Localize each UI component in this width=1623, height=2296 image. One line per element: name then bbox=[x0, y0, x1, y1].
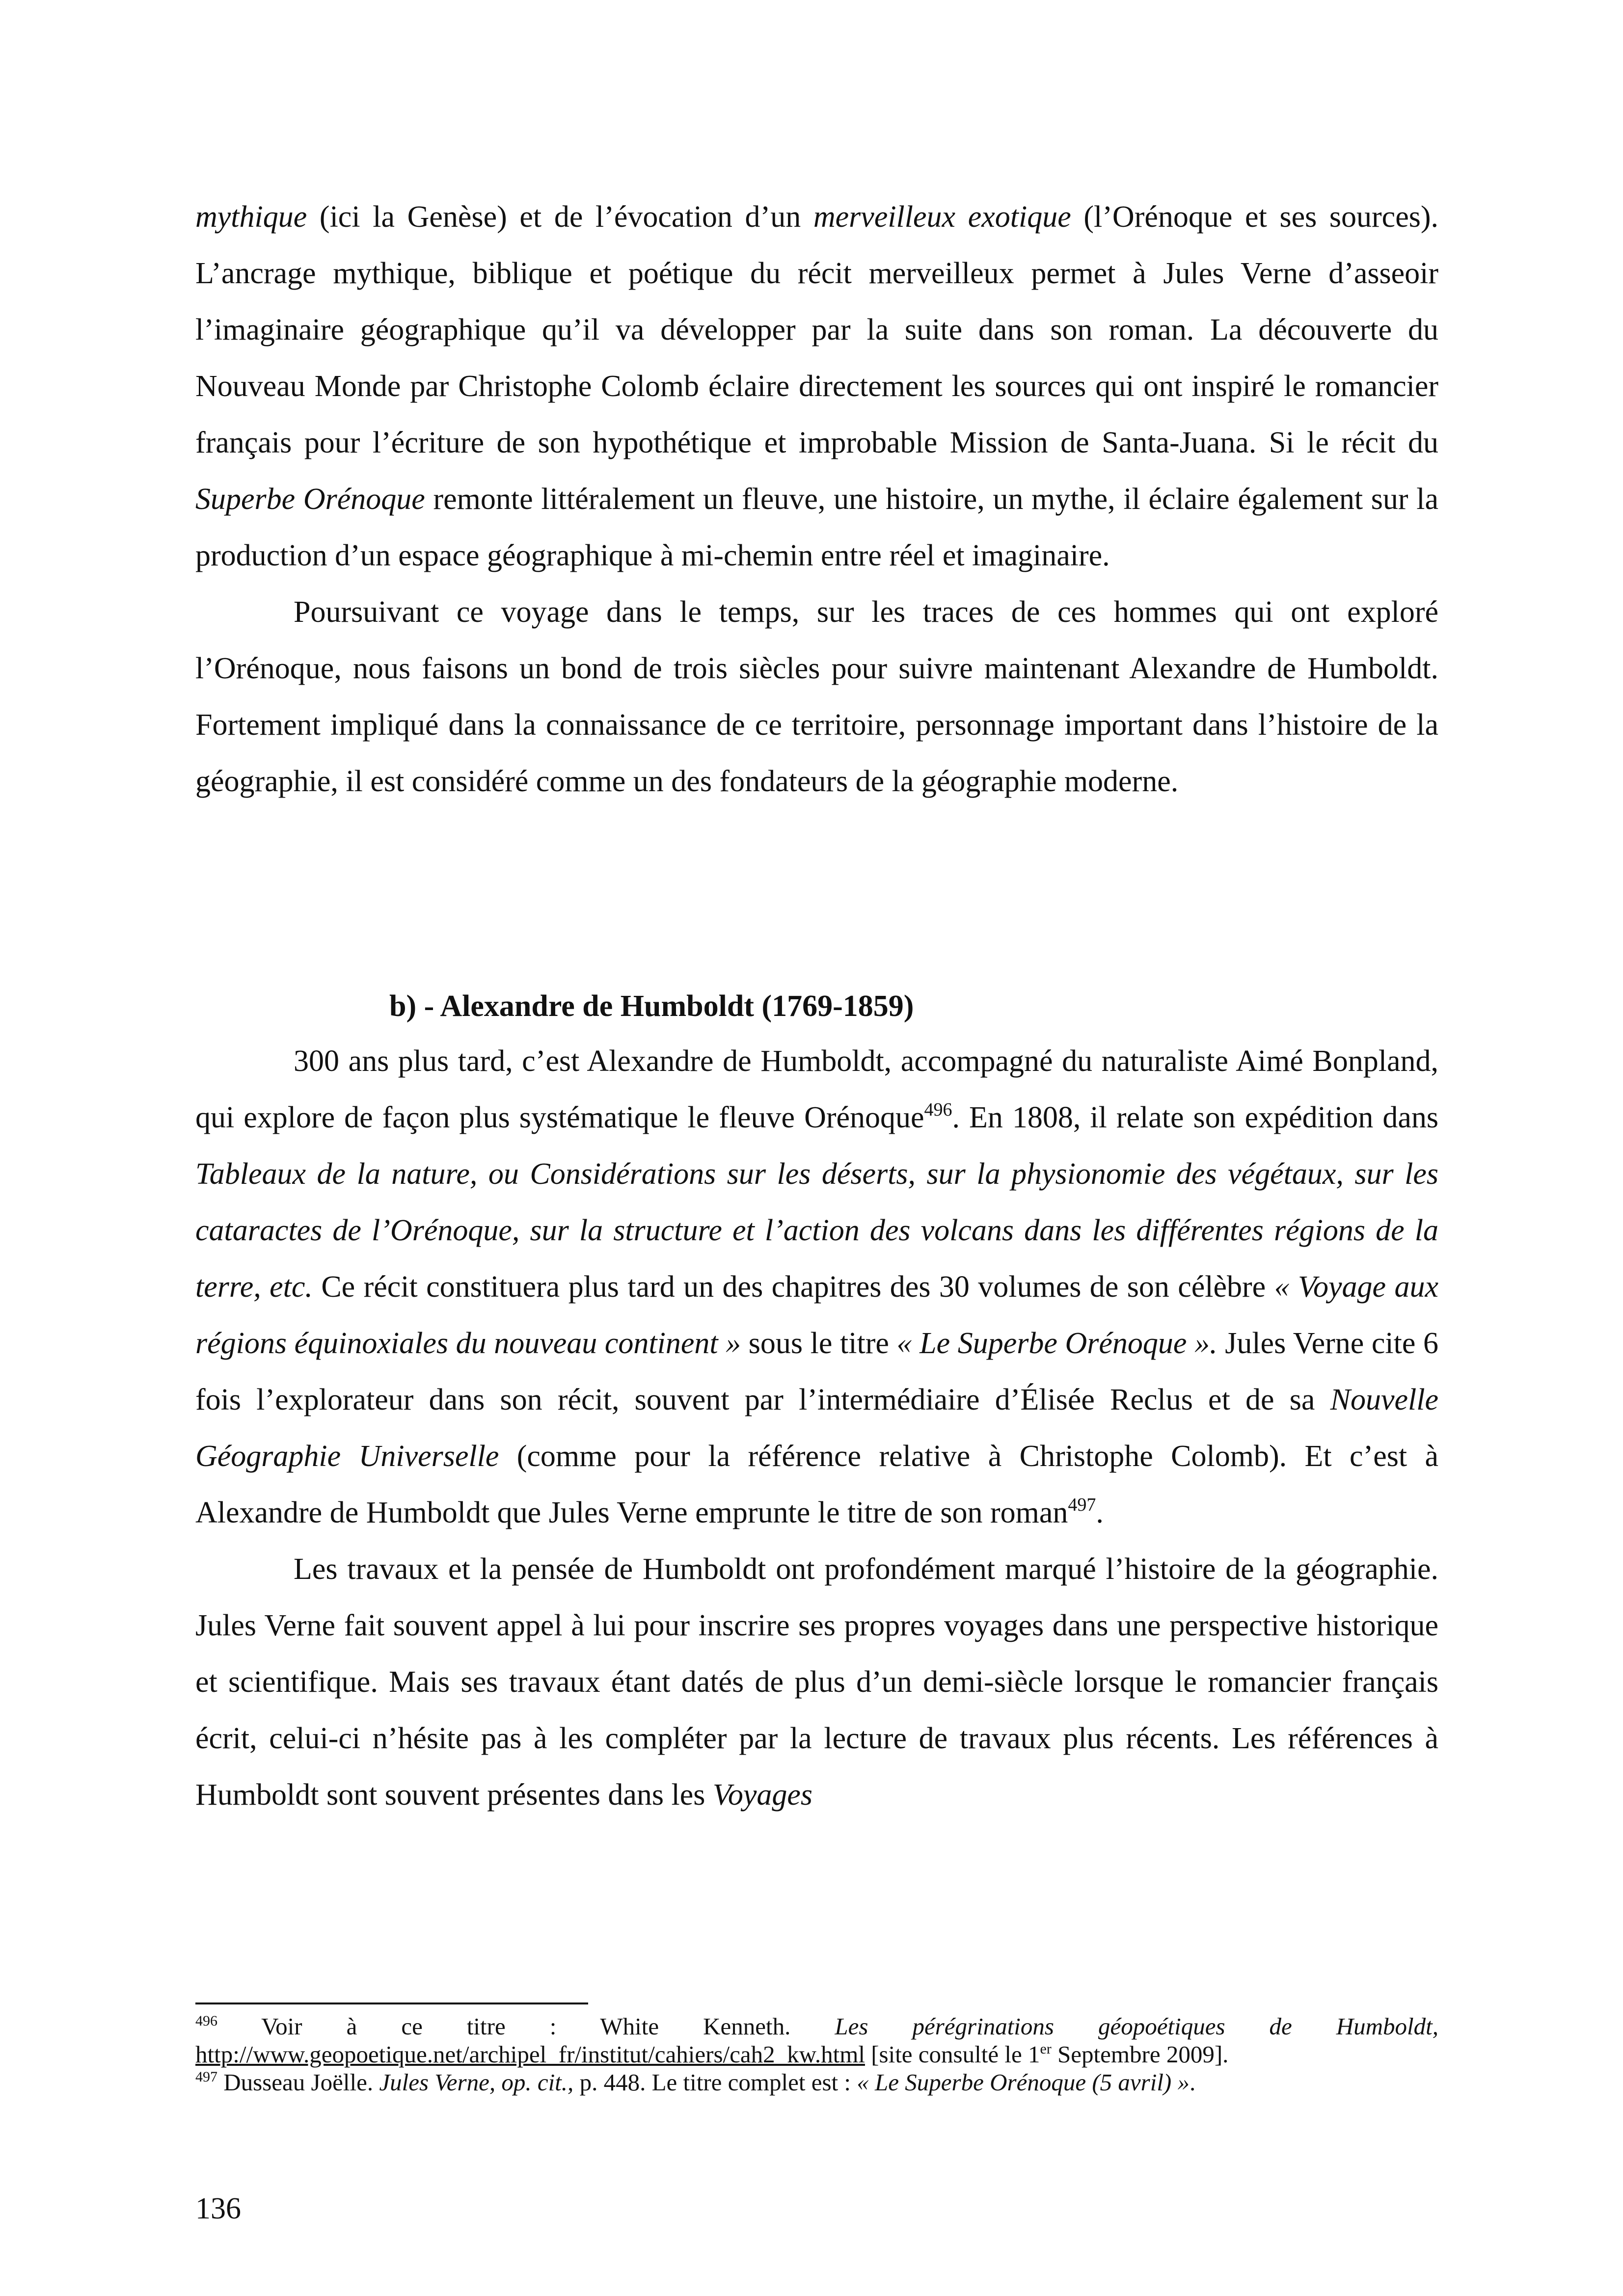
text-run: p. 448. Le titre complet est : bbox=[573, 2069, 857, 2096]
footnote-ref-497[interactable]: 497 bbox=[1068, 1495, 1096, 1515]
italic-title: Voyages bbox=[712, 1778, 813, 1812]
text-run: Ce récit constituera plus tard un des chapitres des 30 volumes de son célèbre bbox=[312, 1270, 1274, 1304]
section-heading: b) - Alexandre de Humboldt (1769-1859) bbox=[389, 989, 914, 1023]
footnote-separator bbox=[195, 2002, 588, 2004]
paragraph-humboldt-expedition bbox=[195, 1033, 1438, 1541]
text-run: Voir à ce titre : White Kenneth. bbox=[217, 2013, 835, 2040]
italic-title: Superbe Orénoque bbox=[195, 482, 425, 516]
ordinal-superscript: er bbox=[1040, 2041, 1052, 2057]
text-run: . bbox=[1096, 1496, 1104, 1529]
italic-title: Les pérégrinations géopoétiques de Humboldt, bbox=[835, 2013, 1439, 2040]
italic-title: « Voyage aux régions équinoxiales du nouveau continent » bbox=[195, 1270, 1439, 1360]
paragraph-orinoco-myth bbox=[195, 189, 1438, 584]
text-run: remonte littéralement un fleuve, une histoire, un mythe, il éclaire également sur la production d’un espace géographique à mi-chemin entre réel et imaginaire. bbox=[195, 482, 1438, 572]
main-text-block-top bbox=[195, 189, 1438, 810]
main-text-block-bottom bbox=[195, 1033, 1438, 1823]
page-number: 136 bbox=[195, 2192, 241, 2225]
text-run: sous le titre bbox=[741, 1327, 897, 1360]
italic-title: « Le Superbe Orénoque ». bbox=[896, 1327, 1217, 1360]
text-run: (ici la Genèse) et de l’évocation d’un bbox=[307, 200, 813, 234]
text-run: (comme pour la référence relative à Christophe Colomb). Et c’est à Alexandre de Humboldt que Jules Verne emprunte le titre de son roman bbox=[195, 1440, 1438, 1529]
footnote-497 bbox=[195, 2068, 1438, 2096]
text-run: Les travaux et la pensée de Humboldt ont profondément marqué l’histoire de la géographie. Jules Verne fait souvent appel à lui pour inscrire ses propres voyages dans une perspective historique et scientifique. Mais ses travaux étant datés de plus d’un demi-siècle lorsque le romancier français écrit, celui-ci n’hésite pas à les compléter par la lecture de travaux plus récents. Les références à Humboldt sont souvent présentes dans les bbox=[195, 1552, 1438, 1812]
italic-title: Nouvelle Géographie Universelle bbox=[195, 1383, 1438, 1473]
text-run: [site consulté le 1 bbox=[865, 2041, 1040, 2068]
text-run: . bbox=[1190, 2069, 1196, 2096]
italic-title: Jules Verne, op. cit., bbox=[379, 2069, 574, 2096]
paragraph-voyage-in-time: Poursuivant ce voyage dans le temps, sur les traces de ces hommes qui ont exploré l’Orénoque, nous faisons un bond de trois siècles pour suivre maintenant Alexandre de Humboldt. Fortement impliqué dans la connaissance de ce territoire, personnage important dans l’histoire de la géographie, il est considéré comme un des fondateurs de la géographie moderne. bbox=[195, 595, 1438, 798]
text-run: (l’Orénoque et ses sources). L’ancrage mythique, biblique et poétique du récit merveilleux permet à Jules Verne d’asseoir l’imaginaire géographique qu’il va développer par la suite dans son roman. La découverte du Nouveau Monde par Christophe Colomb éclaire directement les sources qui ont inspiré le romancier français pour l’écriture de son hypothétique et improbable Mission de Santa-Juana. Si le récit du bbox=[195, 200, 1438, 459]
text-run: . En 1808, il relate son expédition dans bbox=[952, 1101, 1439, 1134]
text-run: Jules Verne cite 6 fois l’explorateur dans son récit, souvent par l’intermédiaire d’Élisée Reclus et de sa bbox=[195, 1327, 1438, 1416]
footnote-number: 496 bbox=[195, 2013, 217, 2029]
text-run: Dusseau Joëlle. bbox=[217, 2069, 379, 2096]
footnote-496 bbox=[195, 2012, 1438, 2068]
footnotes bbox=[195, 2012, 1438, 2096]
footnote-link[interactable]: http://www.geopoetique.net/archipel_fr/institut/cahiers/cah2_kw.html bbox=[195, 2041, 865, 2068]
italic-title: Tableaux de la nature, ou Considérations sur les déserts, sur la physionomie des végétaux, sur les cataractes de l’Orénoque, sur la structure et l’action des volcans dans les différentes régions de la terre, etc. bbox=[195, 1157, 1438, 1304]
text-run: 300 ans plus tard, c’est Alexandre de Humboldt, accompagné du naturaliste Aimé Bonpland, qui explore de façon plus systématique le fleuve Orénoque bbox=[195, 1044, 1438, 1134]
paragraph-humboldt-legacy bbox=[195, 1541, 1438, 1823]
footnote-number: 497 bbox=[195, 2069, 217, 2085]
italic-term: mythique bbox=[195, 200, 307, 234]
italic-term: merveilleux exotique bbox=[813, 200, 1071, 234]
italic-title: « Le Superbe Orénoque (5 avril) » bbox=[857, 2069, 1190, 2096]
footnote-ref-496[interactable]: 496 bbox=[924, 1099, 952, 1120]
text-run: Septembre 2009]. bbox=[1051, 2041, 1229, 2068]
